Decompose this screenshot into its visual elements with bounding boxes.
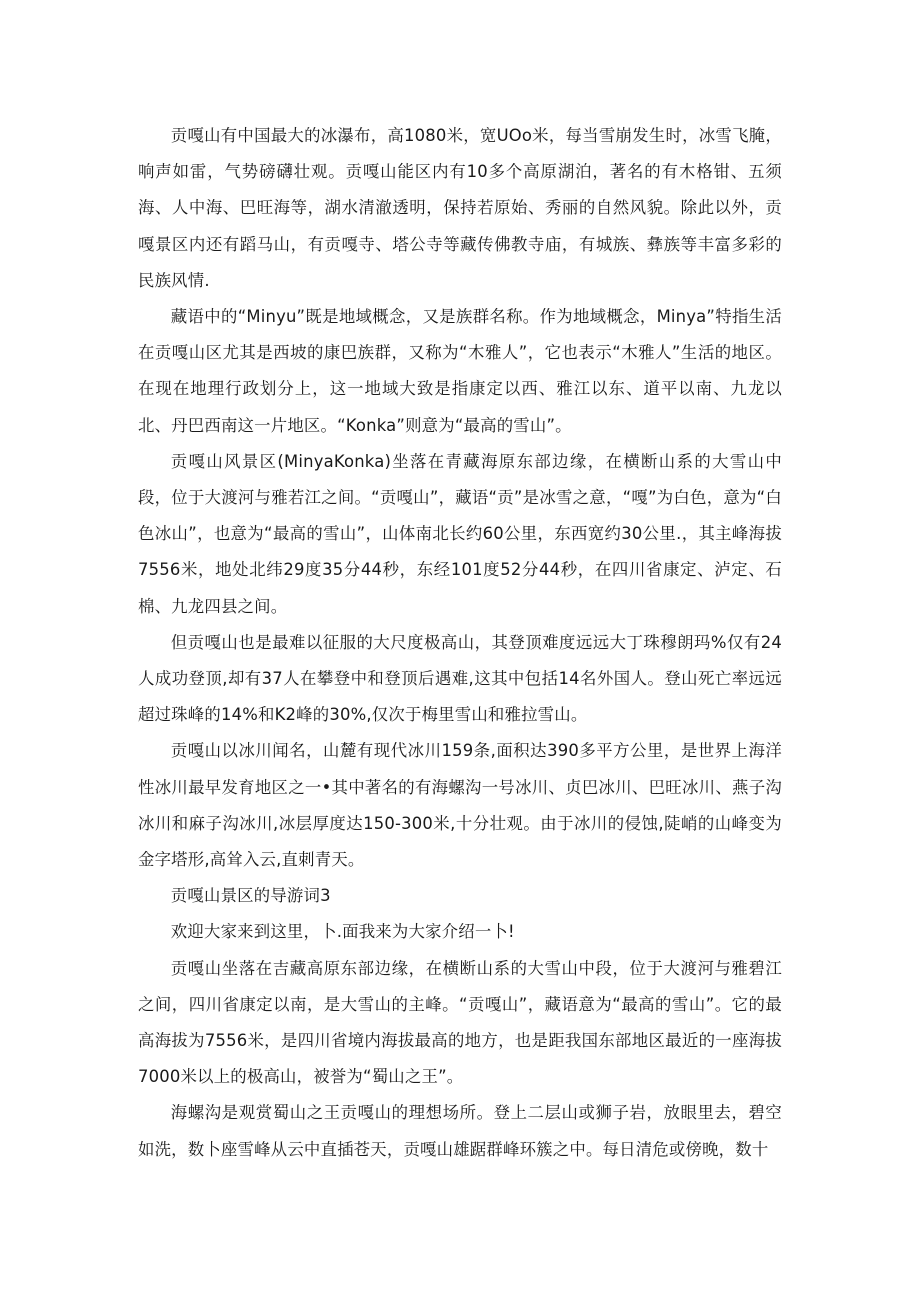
- paragraph-scenic-area: 贡嘎山风景区(MinyaKonka)坐落在青藏海原东部边缘，在横断山系的大雪山中段，位于大渡河与雅若江之间。“贡嘎山”，藏语“贡”是冰雪之意，“嘎”为白色，意为“白色冰山”，也意为“最高的雪山”，山体南北长约60公里，东西宽约30公里.，其主峰海拔7556米，地处北纬29度35分44秒，东经101度52分44秒，在四川省康定、泸定、石棉、九龙四县之间。: [138, 451, 782, 616]
- paragraph-glacier-waterfall: 贡嘎山有中国最大的冰瀑布，高1080米，宽UOo米，每当雪崩发生时，冰雪飞腌，响声如雷，气势磅礴壮观。贡嘎山能区内有10多个高原湖泊，著名的有木格钳、五须海、人中海、巴旺海等，湖水清澈透明，保持若原始、秀丽的自然风貌。除此以外，贡嘎景区内还有蹈马山，有贡嘎寺、塔公寺等藏传佛教寺庙，有城族、彝族等丰富多彩的民族风情.: [138, 126, 782, 290]
- paragraph-hailuogou: 海螺沟是观赏蜀山之王贡嘎山的理想场所。登上二层山或狮子岩，放眼里去，碧空如洗，数卜座雪峰从云中直插苍天，贡嘎山雄踞群峰环簇之中。每日清危或傍晚，数十: [138, 1103, 782, 1159]
- paragraph-location: 贡嘎山坐落在吉藏高原东部边缘，在横断山系的大雪山中段，位于大渡河与雅碧江之间，四川省康定以南，是大雪山的主峰。“贡嘎山”，藏语意为“最高的雪山”。它的最高海拔为7556米，是四川省境内海拔最高的地方，也是距我国东部地区最近的一座海拔7000米以上的极高山，被誉为“蜀山之王”。: [138, 958, 782, 1087]
- paragraph-welcome: 欢迎大家来到这里，卜.面我来为大家介绍一卜!: [170, 922, 515, 942]
- paragraph-climbing-difficulty: 但贡嘎山也是最难以征服的大尺度极高山，其登顶难度远远大丁珠穆朗玛%仅有24人成功登顶,却有37人在攀登中和登顶后遇难,这其中包括14名外国人。登山死亡率远远超过珠峰的14%和K2峰的30%,仅次于梅里雪山和雅拉雪山。: [138, 632, 782, 725]
- section-title: 贡嘎山景区的导游词3: [170, 886, 331, 906]
- document-page: [138, 118, 782, 1168]
- paragraph-minya-name: 藏语中的“Minyu”既是地域概念，又是族群名称。作为地域概念，Minya”特指生活在贡嘎山区尤其是西坡的康巴族群，又称为“木雅人”，它也表示“木雅人”生活的地区。在现在地理行政划分上，这一地域大致是指康定以西、雅江以东、道平以南、九龙以北、丹巴西南这一片地区。“Konka”则意为“最高的雪山”。: [138, 307, 782, 435]
- paragraph-glaciers: 贡嘎山以冰川闻名，山麓有现代冰川159条,面积达390多平方公里，是世界上海洋性冰川最早发育地区之一•其中著名的有海螺沟一号冰川、贞巴冰川、巴旺冰川、燕子沟冰川和麻子沟冰川,冰层厚度达150-300米,十分壮观。由于冰川的侵蚀,陡峭的山峰变为金字塔形,高耸入云,直刺青天。: [138, 741, 782, 870]
